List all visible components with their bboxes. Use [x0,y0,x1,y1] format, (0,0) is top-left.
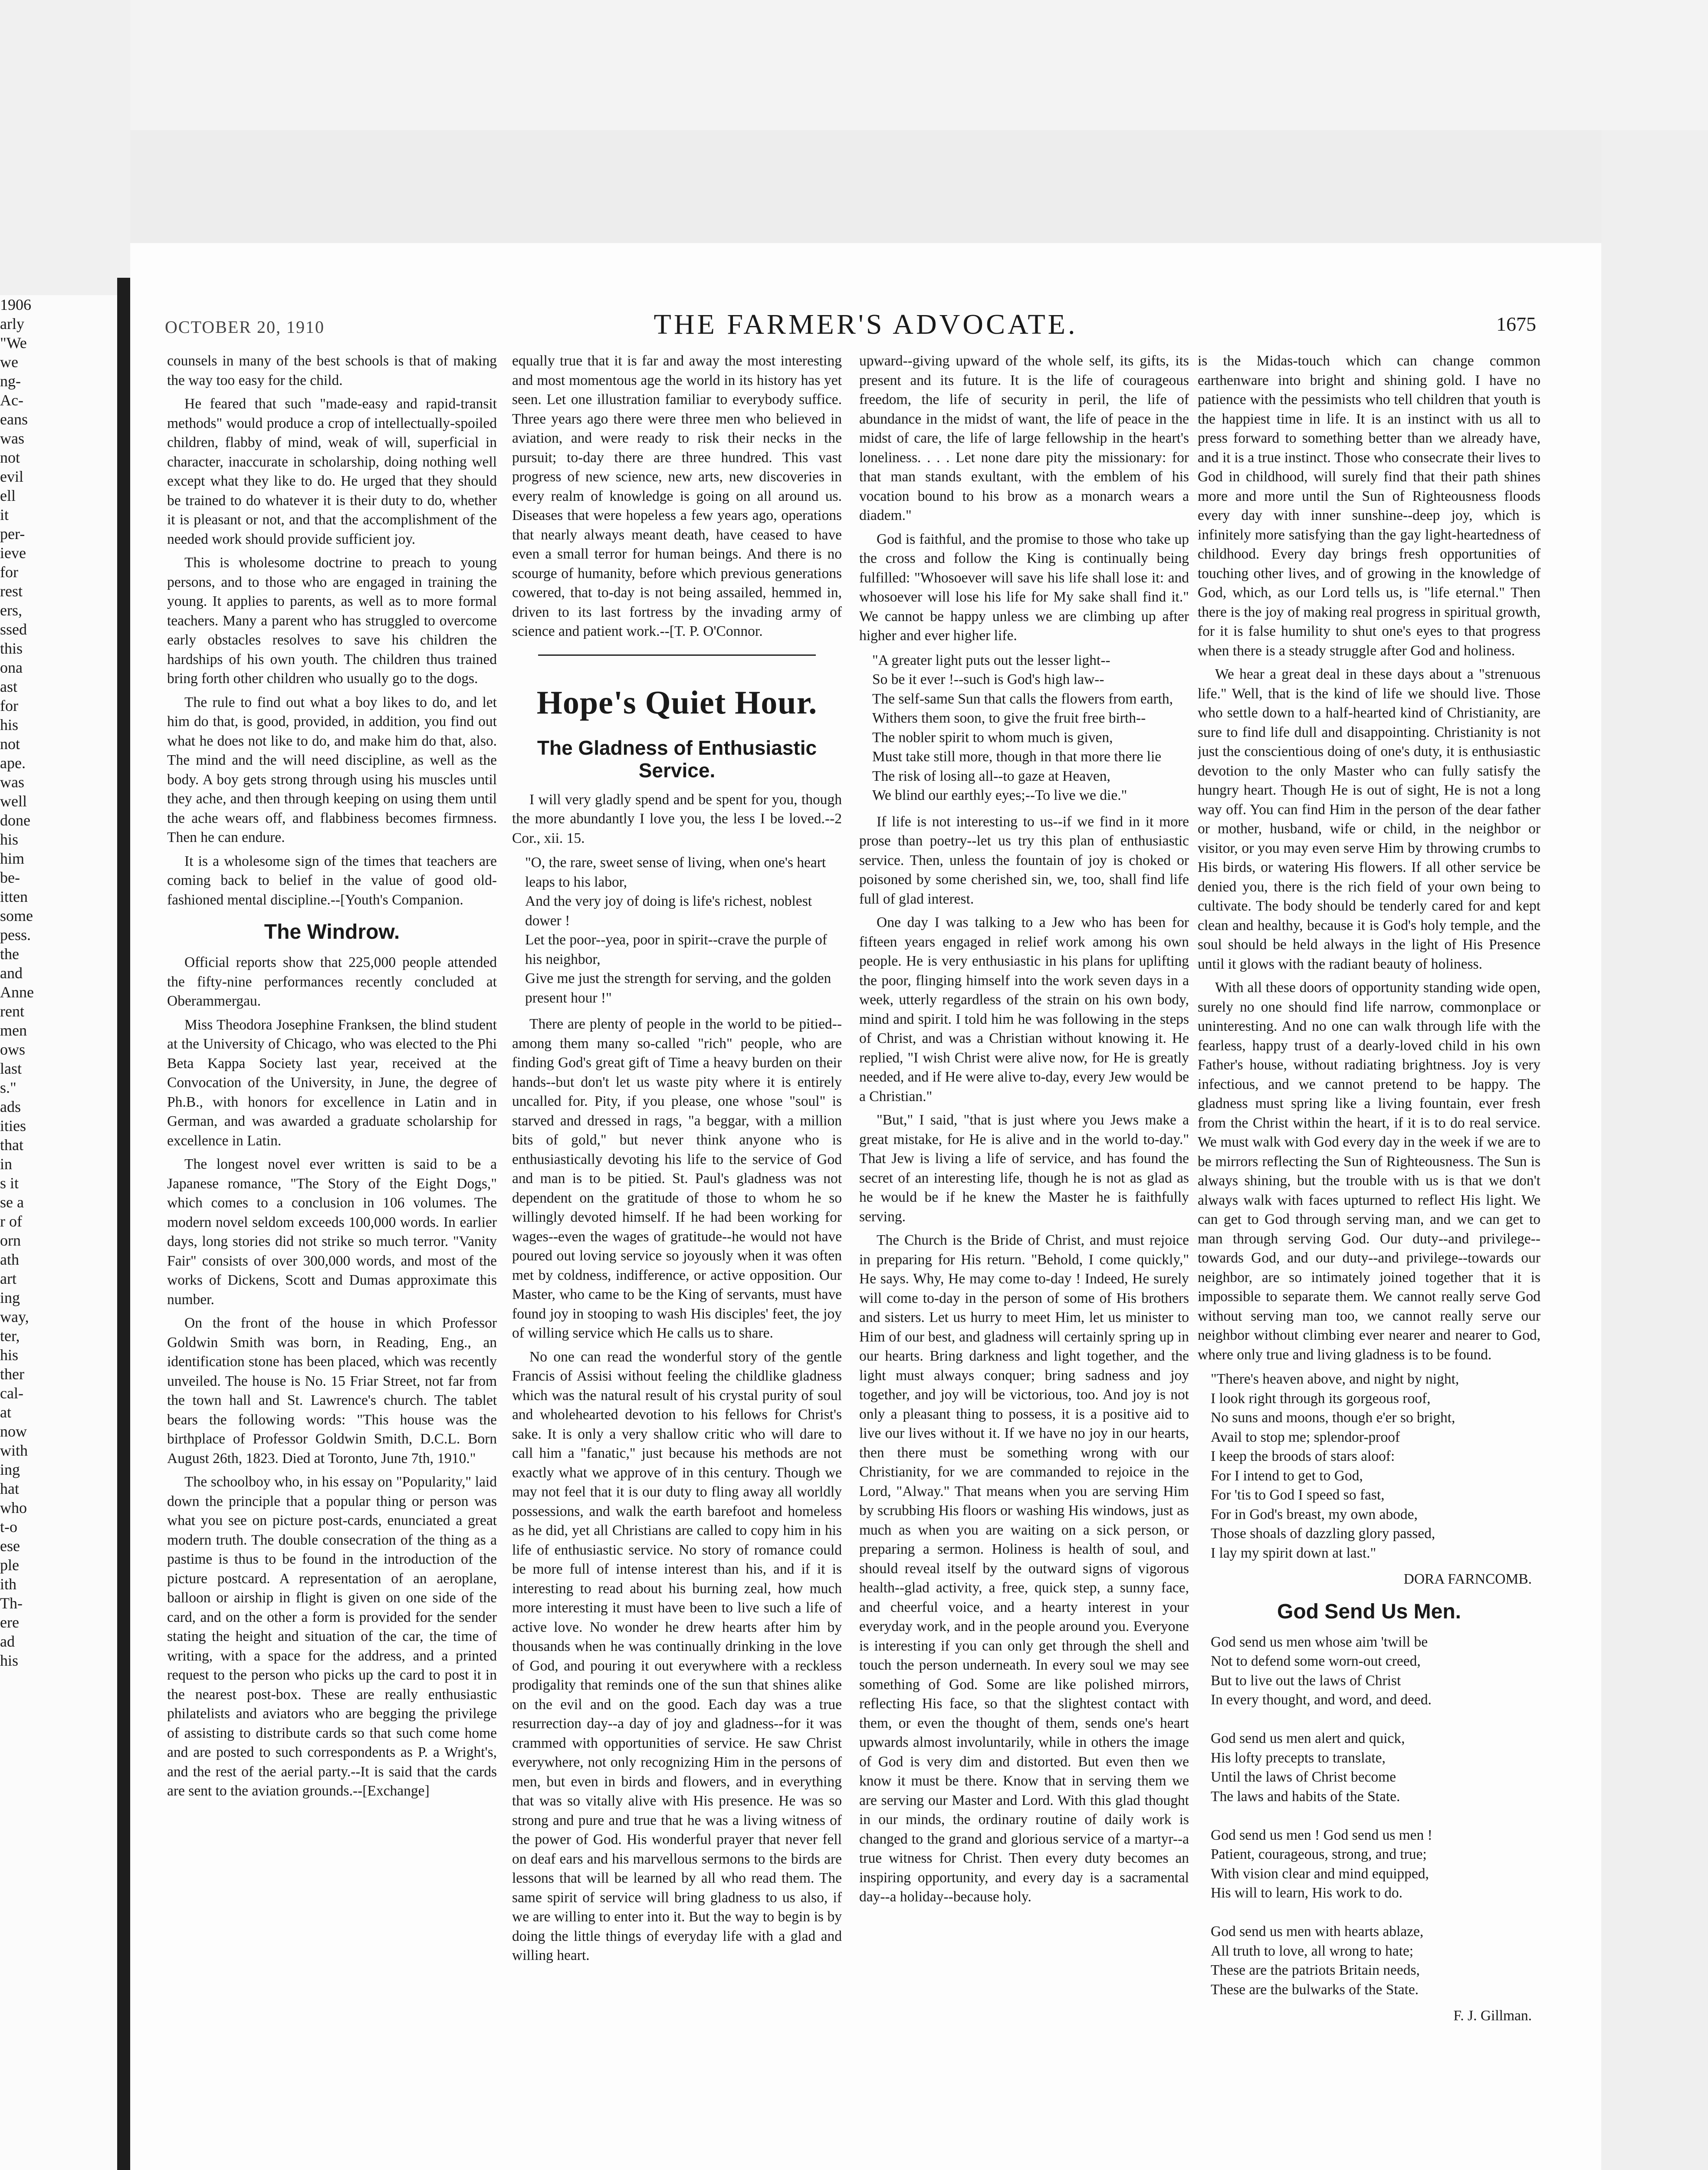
previous-page-text-line: ing [0,1289,20,1306]
column-4 [1198,352,1540,2170]
paragraph: is the Midas-touch which can change common earthenware into bright and shining gold. I have no patience with the pessimists who tell children that youth is the happiest time in life. It is an instinct with us all to press forward to something better than we already have, and it is a true instinct. Those who consecrate their lives to God in childhood, will surely find that their path shines more and more until the Sun of Righteousness floods every day with inner sunshine--deep joy, which is infinitely more satisfying than the gay light-heartedness of childhood. Every day brings fresh opportunities of touching other lives, and of growing in the knowledge of God, which, as our Lord tells us, is "life eternal." Then there is the joy of making real progress in spiritual growth, for it is false humility to shut one's eyes to that progress when there is a steady struggle after God and holiness. [1198,353,1540,659]
previous-page-text-line: ith [0,1575,17,1593]
gladness-heading: The Gladness of Enthusiastic Service. [537,736,817,782]
previous-page-text-line: now [0,1423,27,1440]
paragraph: Official reports show that 225,000 people attended the fifty-nine performances recently concluded at Oberammergau. [167,954,497,1009]
paragraph: On the front of the house in which Professor Goldwin Smith was born, in Reading, Eng., an identification stone has been placed, which was recently unveiled. The house is No. 15 Friar Street, not far from the town hall and St. Lawrence's church. The tablet bears the following words: "This house was the birthplace of Professor Goldwin Smith, D.C.L. Born August 26th, 1823. Died at Toronto, June 7th, 1910." [167,1315,497,1466]
previous-page-text-line: that [0,1136,23,1154]
previous-page-text-line: ng- [0,372,21,390]
previous-page-text-line: ese [0,1537,20,1555]
previous-page-text-line: was [0,773,24,791]
previous-page-text-line: ona [0,659,23,676]
previous-page-text-line: last [0,1060,22,1077]
previous-page-text-line: in [0,1155,13,1173]
previous-page-text-line: ter, [0,1327,20,1345]
paragraph: The schoolboy who, in his essay on "Popularity," laid down the principle that a popular thing or person was what you see on picture post-cards, enunciated a great modern truth. The double consecration of the thing as a pastime is thus to be found in the introduction of the picture postcard. A representation of an aeroplane, balloon or airship in flight is given on one side of the card, and on the other a form is provided for the sender stating the height and situation of the car, the time of writing, with a space for the address, and a printed request to the person who picks up the card to post it in the nearest post-box. These are really enthusiastic philatelists and aviators who are begging the privilege of assisting to distribute cards so that such come home and are posted to such correspondents as P. a Wright's, and the rest of the aerial party.--It is said that the cards are sent to the aviation grounds.--[Exchange] [167,1474,497,1799]
previous-page-text-line: with [0,1442,28,1459]
previous-page-text-line: ther [0,1365,24,1383]
previous-page-text-line: hat [0,1480,19,1497]
previous-page-text-line: his [0,831,19,848]
paragraph: The longest novel ever written is said to be a Japanese romance, "The Story of the Eight Dogs," which comes to a conclusion in 106 volumes. The modern novel seldom exceeds 100,000 words. In earlier days, long stories did not strike so much terror. "Vanity Fair" consists of over 300,000 words, and most of the works of Dickens, Scott and Dumas approximate this number. [167,1156,497,1308]
previous-page-text-line: ere [0,1614,19,1631]
previous-page-text-line: r of [0,1213,22,1230]
previous-page-text-line: ath [0,1251,19,1268]
paragraph: If life is not interesting to us--if we find in it more prose than poetry--let us try this plan of enthusiastic service. Then, unless the fountain of joy is choked or poisoned by some cherished sin, we, too, shall find life full of glad interest. [859,813,1189,907]
paragraph: equally true that it is far and away the most interesting and most momentous age the world in its history has yet seen. Let one illustration familiar to everybody suffice. Three years ago there were three men who believed in aviation, and were ready to risk their necks in the pursuit; to-day there are three hundred. This vast progress of new science, new arts, new discoveries in every realm of knowledge is going on all around us. Diseases that were hopeless a few years ago, operations that nearly always meant death, have ceased to have even a small terror for human beings. And there is no scourge of humanity, before which previous generations cowered, that to-day is not being assailed, hemmed in, driven to its last fortress by the invading army of science and patient work.--[T. P. O'Connor. [512,353,842,639]
windrow-heading: The Windrow. [264,921,400,944]
paragraph: The rule to find out what a boy likes to do, and let him do that, is good, provided, in addition, you find out what he does not like to do, and make him do that, also. The mind and the will need discipline, as well as the body. A boy gets strong through using his muscles until they ache, and then through keeping on using them until the ache wears off, and flabbiness becomes firmness. Then he can endure. [167,694,497,845]
paragraph: upward--giving upward of the whole self, its gifts, its present and its future. It is the life of courageous freedom, the life of security in peril, the life of abundance in the midst of want, the life of peace in the midst of care, the life of large fellowship in the heart's loneliness. . . . Let none dare pity the missionary: for that man stands exultant, with the emblem of his vocation bound to his brow as a monarch wears a diadem." [859,353,1189,523]
previous-page-text-line: not [0,735,20,753]
paragraph: With all these doors of opportunity standing wide open, surely no one should find life narrow, commonplace or uninteresting. And no one can walk through life with the fearless, happy trust of a dearly-loved child in his own Father's house, without radiating brightness. Joy is very infectious, and we cannot pretend to be happy. The gladness must spring like a living fountain, ever fresh from the Christ within the heart, if it is to do real service. We must walk with God every day in the week if we are to be mirrors reflecting the Sun of Righteousness. The Sun is always shining, but the trouble with us is that we don't always walk with faces upturned to reflect His light. We can get to God through serving man, and we can get to man through serving God. Our duty--and privilege--towards God, and our duty--and privilege--towards our neighbor, are so intimately joined together that it is impossible to separate them. We cannot really serve God without serving man too, we cannot really serve our neighbor without climbing ever nearer and nearer to God, where only true and living gladness is to be found. [1198,980,1540,1363]
previous-page-text-line: be- [0,869,20,886]
previous-page-text-line: done [0,812,30,829]
previous-page-text-line: some [0,907,33,924]
previous-page-text-line: ing [0,1461,20,1478]
paragraph: No one can read the wonderful story of the gentle Francis of Assisi without feeling the childlike gladness which was the natural result of his crystal purity of soul and wholehearted devotion to his fellows for Christ's sake. It is only a very shallow critic who will dare to call him a "fanatic," just because his methods are not exactly what we approve of in this century. Though we may not feel that it is our duty to fling away all worldly possessions, and walk the earth barefoot and homeless as he did, yet all Christians are called to copy him in his life of enthusiastic service. No story of romance could be more full of intense interest than his, and if it is interesting to read about his burning zeal, how much more interesting it must have been to live such a life of active love. No wonder he drew hearts after him by thousands when he was continually drinking in the love of God, and pouring it out everywhere with a reckless prodigality that reminds one of the sun that shines alike on the evil and on the good. Each day was a true resurrection day--a day of joy and gladness--for it was crammed with opportunities of service. He saw Christ everywhere, not only recognizing Him in the persons of men, but even in birds and flowers, and in everything that was so vitally alive with His presence. He was so strong and pure and true that he was a living witness of the power of God. His wonderful prayer that never fell on deaf ears and his marvellous sermons to the birds are lessons that will be learned by all who read them. The same spirit of service will bring gladness to us also, if we are willing to enter into it. But the way to begin is by doing the little things of everyday life with a glad and willing heart. [512,1348,842,1963]
scan-right-margin [1601,130,1708,2170]
paragraph: It is a wholesome sign of the times that teachers are coming back to belief in the value of good old-fashioned mental discipline.--[Youth's Companion. [167,853,497,908]
poem: "There's heaven above, and night by night, I look right through its gorgeous roof, No suns and moons, though e'er so bright, Avail to stop me; splendor-proof I keep the broods of stars aloof: For I intend to get to God, For 'tis to God I speed so fast, For in God's breast, my own abode, Those shoals of dazzling glory passed, I lay my spirit down at last." [1211,1371,1459,1561]
god-send-us-men-heading: God Send Us Men. [1277,1600,1462,1623]
previous-page-text-line: the [0,945,19,963]
column-1 [167,352,497,2170]
previous-page-text-line: orn [0,1232,21,1249]
hopes-quiet-hour-heading: Hope's Quiet Hour. [536,684,818,721]
previous-page-text-line: ows [0,1041,26,1058]
previous-page-text-line: se a [0,1194,24,1211]
previous-page-text-line: rent [0,1003,24,1020]
previous-page-text-line: t-o [0,1518,17,1535]
previous-page-text-line: Anne [0,983,34,1001]
previous-page-text-line: Ac- [0,391,23,409]
previous-page-text-line: it [0,506,9,523]
paragraph: There are plenty of people in the world to be pitied--among them many so-called "rich" people, who are finding God's great gift of Time a heavy burden on their hands--but don't let us waste pity where it is entirely uncalled for. Pity, if you please, one whose "soul" is starved and dressed in rags, "a beggar, with a million bits of gold," but never think anyone who is enthusiastically devoting his life to the service of God and man is to be pitied. St. Paul's gladness was not dependent on the gratitude of those to whom he so willingly devoted himself. If he had been working for wages--even the wages of gratitude--he would not have poured out loving service so joyously when it was often met by coldness, indifference, or active opposition. Our Master, who came to be the King of servants, must have found joy in stooping to wash His disciples' feet, the joy of willing service which He calls us to share. [512,1016,842,1341]
previous-page-text-line: "We [0,334,27,352]
column-2 [512,352,842,2170]
previous-page-text-line: ad [0,1633,15,1650]
section-rule [538,654,816,656]
previous-page-text-line: not [0,449,20,466]
signature: DORA FARNCOMB. [1403,1571,1532,1587]
paragraph: counsels in many of the best schools is that of making the way too easy for the child. [167,353,497,388]
paragraph: We hear a great deal in these days about a "strenuous life." Well, that is the kind of life we should live. Those who settle down to a half-hearted kind of Christianity, are sure to find life dull and disappointing. Christianity is not just the conscientious doing of one's duty, it is enthusiastic devotion to the only Master who can fully satisfy the hungry heart. Though He is out of sight, He is not a long way off. You can find Him in the person of the dear father or mother, husband, wife or child, in the neighbor or visitor, or you may even serve Him by throwing crumbs to His birds, or watering His flowers. If all other service be denied you, there is the rich field of your own being to cultivate. The body should be tenderly cared for and kept clean and healthy, because it is God's holy temple, and the soul should be held always in the light of His Presence until it glows with the radiant beauty of holiness. [1198,666,1540,972]
paragraph: Miss Theodora Josephine Franksen, the blind student at the University of Chicago, who was elected to the Phi Beta Kappa Society last year, received at the Convocation of the University, in June, the degree of Ph.B., with honors for excellence in Latin and in German, and was awarded a graduate scholarship for excellence in Latin. [167,1016,497,1149]
previous-page-text-line: ple [0,1556,19,1574]
page-spine [117,278,130,2170]
paragraph: The Church is the Bride of Christ, and must rejoice in preparing for His return. "Behold, I come quickly," He says. Why, He may come to-day ! Indeed, He surely will come to-day in the person of some of His brothers and sisters. Let us hurry to meet Him, let us minister to Him of our best, and gladness will certainly spring up in our hearts. Bring darkness and light together, and the light must always conquer; bring sadness and joy together, and joy will be victorious, too. And joy is not only a pleasant thing to possess, it is a positive aid to live our lives without it. If we have no joy in our hearts, then there must be something wrong with our Christianity, for we are commanded to rejoice in the Lord, "Alway." That means when you are serving Him by scrubbing His floors or washing His windows, just as much as when you are waiting on a sick person, or preparing a sermon. Holiness is health of soul, and should reveal itself by the outward signs of vigorous health--glad activity, a free, quick step, a sunny face, and cheerful voice, and a hearty interest in your everyday work, and in the people around you. Everyone is interesting if you can only get through the shell and touch the person underneath. In every soul we may see something of God. Some are like polished mirrors, reflecting His face, so that the slightest contact with them, or even the thought of them, sends one's heart upwards almost involuntarily, while in others the image of God is very dim and distorted. But even then we know it must be there. Know that in serving them we are serving our Master and Lord. With this glad thought in our minds, the ordinary routine of daily work is changed to the grand and glorious service of a martyr--a true witness for Christ. Then every duty becomes an inspiring opportunity, and every day is a sacramental day--a holiday--because holy. [859,1232,1189,1905]
page-number: 1675 [1496,313,1536,335]
previous-page-text-line: arly [0,315,24,332]
previous-page-text-line: who [0,1499,27,1516]
poem: "O, the rare, sweet sense of living, when one's heart leaps to his labor, And the very joy of doing is life's richest, noblest dower ! Let the poor--yea, poor in spirit--crave the purple of his neighbor, Give me just the strength for serving, and the golden present hour !" [525,855,831,1006]
previous-page-text-line: cal- [0,1384,23,1402]
scan-background [0,0,1708,130]
previous-page-text-line: his [0,716,19,733]
previous-page-text-line: eans [0,411,28,428]
issue-date: OCTOBER 20, 1910 [165,317,325,337]
page-header [130,308,1601,343]
previous-page-text-line: ell [0,487,16,504]
previous-page-text-line: ads [0,1098,21,1115]
paragraph: This is wholesome doctrine to preach to young persons, and to those who are engaged in training the young. It applies to parents, as well as to more formal teachers. Many a parent who has struggled to overcome early obstacles resolves to save his children the hardships of his own youth. The children thus trained bring forth other children who usually go to the dogs. [167,555,497,687]
poem: "A greater light puts out the lesser light-- So be it ever !--such is God's high law-- The self-same Sun that calls the flowers from earth, Withers them soon, to give the fruit free birth-- The nobler spirit to whom much is given, Must take still more, though in that more there lie The risk of losing all--to gaze at Heaven, We blind our earthly eyes;--To live we die." [872,652,1173,803]
previous-page-text-line: ities [0,1117,26,1134]
paragraph: One day I was talking to a Jew who has been for fifteen years engaged in relief work among his own people. He is very enthusiastic in his plans for uplifting the poor, flinging himself into the work seven days in a week, utterly regardless of the strain on his own body, mind and spirit. I told him he was following in the steps of Christ, and was a Christian without knowing it. He replied, "I wish Christ were alive now, for He is greatly needed, and if He were alive to-day, every Jew would be a Christian." [859,914,1189,1105]
column-3 [859,352,1189,2170]
previous-page-text-line: him [0,850,25,867]
previous-page-text-line: way, [0,1308,29,1325]
scripture-verse: I will very gladly spend and be spent for you, though the more abundantly I love you, the less I be loved.--2 Cor., xii. 15. [512,791,842,846]
previous-page-text-line: ast [0,678,17,695]
previous-page-text-line: for [0,697,18,714]
previous-page-text-line: this [0,640,23,657]
previous-page-text-line: well [0,792,27,810]
previous-page-text-line: his [0,1346,19,1364]
newspaper-page [130,243,1601,2170]
previous-page-text-line: itten [0,888,28,905]
previous-page-text-line: Th- [0,1595,23,1612]
previous-page-text-line: ape. [0,754,26,772]
previous-page-text-line: was [0,430,24,447]
previous-page-text-line: s." [0,1079,16,1096]
previous-page-text-line: his [0,1652,19,1669]
previous-page-edge [0,295,117,2170]
paragraph: "But," I said, "that is just where you Jews make a great mistake, for He is alive and in the world to-day." That Jew is living a life of service, and has found the secret of an interesting life, though he is not as glad as he would be if he knew the Master he is faithfully serving. [859,1112,1189,1225]
poem: God send us men whose aim 'twill be Not to defend some worn-out creed, But to live out the laws of Christ In every thought, and word, and deed. God send us men alert and quick, His lofty precepts to translate, Until the laws of Christ become The laws and habits of the State. God send us men ! God send us men ! Patient, courageous, strong, and true; With vision clear and mind equipped, His will to learn, His work to do. God send us men with hearts ablaze, All truth to love, all wrong to hate; These are the patriots Britain needs, These are the bulwarks of the State. [1211,1634,1432,1998]
previous-page-text-line: and [0,964,23,982]
previous-page-text-line: art [0,1270,16,1287]
previous-page-text-line: at [0,1404,11,1421]
publication-title: THE FARMER'S ADVOCATE. [654,309,1078,340]
previous-page-text-line: per- [0,525,25,542]
previous-page-text-line: evil [0,468,23,485]
previous-page-text-line: we [0,353,18,371]
previous-page-text-line: ers, [0,602,22,619]
previous-page-text-line: ieve [0,544,26,562]
previous-page-text-line: pess. [0,926,31,944]
previous-page-text-line: for [0,563,18,581]
previous-page-text-line: s it [0,1174,19,1192]
paragraph: He feared that such "made-easy and rapid-transit methods" would produce a crop of intellectually-spoiled children, flabby of mind, weak of will, superficial in character, inaccurate in scholarship, doing nothing well except what they like to do. He urged that they should be trained to do whatever it is their duty to do, whether it is pleasant or not, and that the accomplishment of the needed work should provide sufficient joy. [167,396,497,547]
previous-page-text-line: ssed [0,621,27,638]
previous-page-text-line: rest [0,582,23,600]
previous-page-text-line: 1906 [0,296,31,313]
previous-page-text-line: men [0,1022,27,1039]
poem-author: F. J. Gillman. [1453,2008,1532,2024]
paragraph: God is faithful, and the promise to those who take up the cross and follow the King is continually being fulfilled: "Whosoever will save his life shall lose it: and whosoever will lose his life for My sake shall find it." We cannot be happy unless we are climbing up after higher and ever higher life. [859,531,1189,644]
